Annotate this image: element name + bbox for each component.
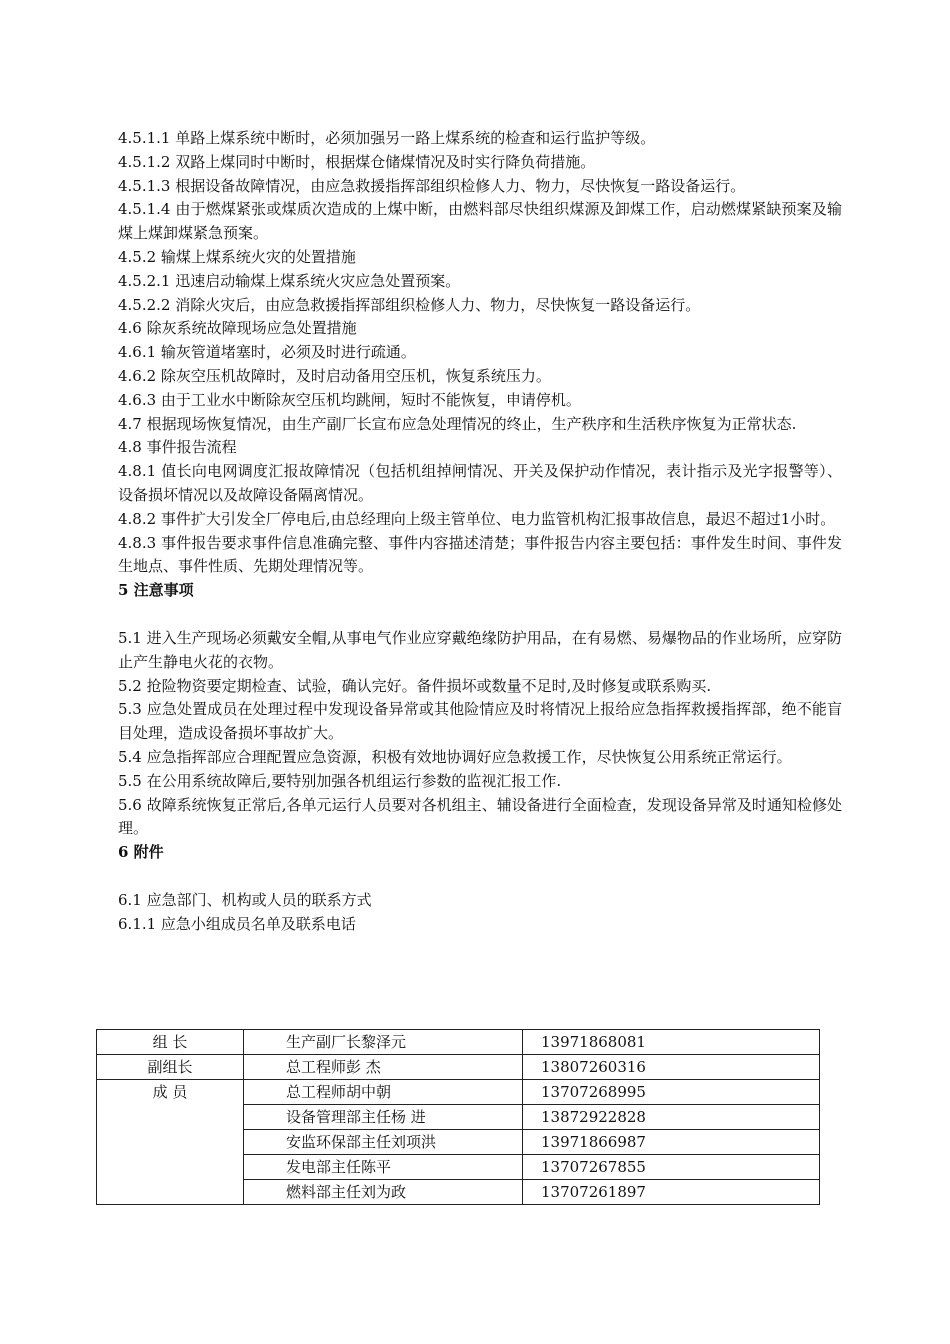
- name-cell: 总工程师胡中朝: [244, 1080, 523, 1105]
- paragraph-4-8-2: 4.8.2 事件扩大引发全厂停电后,由总经理向上级主管单位、电力监管机构汇报事故信息，最迟不超过1小时。: [118, 509, 836, 528]
- phone-cell: 13872922828: [523, 1105, 820, 1130]
- paragraph-4-5-2-1: 4.5.2.1 迅速启动输煤上煤系统火灾应急处置预案。: [118, 271, 461, 290]
- role-cell: 成 员: [97, 1080, 244, 1205]
- name-cell: 生产副厂长黎泽元: [244, 1030, 523, 1055]
- table-row: [97, 1080, 820, 1105]
- phone-cell: 13971866987: [523, 1130, 820, 1155]
- paragraph-5-4: 5.4 应急指挥部应合理配置应急资源，积极有效地协调好应急救援工作，尽快恢复公用系统正常运行。: [118, 747, 792, 766]
- paragraph-4-5-1-1: 4.5.1.1 单路上煤系统中断时，必须加强另一路上煤系统的检查和运行监护等级。: [118, 129, 656, 147]
- paragraph-6-1-1: 6.1.1 应急小组成员名单及联系电话: [118, 914, 356, 933]
- spacer: [118, 865, 842, 889]
- paragraph-4-5-1-4: 4.5.1.4 由于燃煤紧张或煤质次造成的上煤中断，由燃料部尽快组织煤源及卸煤工作，启动燃煤紧缺预案及输煤上煤卸煤紧急预案。: [118, 200, 842, 243]
- phone-cell: 13707268995: [523, 1080, 820, 1105]
- contacts-table: [96, 1029, 820, 1205]
- phone-cell: 13707267855: [523, 1155, 820, 1180]
- paragraph-4-5-1-2: 4.5.1.2 双路上煤同时中断时，根据煤仓储煤情况及时实行降负荷措施。: [118, 152, 596, 171]
- section-5-heading: 5 注意事项: [118, 581, 194, 600]
- paragraph-5-6: 5.6 故障系统恢复正常后,各单元运行人员要对各机组主、辅设备进行全面检查，发现设备异常及时通知检修处理。: [118, 795, 842, 838]
- paragraph-4-7: 4.7 根据现场恢复情况，由生产副厂长宣布应急处理情况的终止，生产秩序和生活秩序恢复为正常状态.: [118, 414, 797, 433]
- name-cell: 设备管理部主任杨 进: [244, 1105, 523, 1130]
- name-cell: 发电部主任陈平: [244, 1155, 523, 1180]
- heading-4-6: 4.6 除灰系统故障现场应急处置措施: [118, 319, 357, 338]
- paragraph-4-8-1: 4.8.1 值长向电网调度汇报故障情况（包括机组掉闸情况、开关及保护动作情况，表计指示及光字报警等）、设备损坏情况以及故障设备隔离情况。: [118, 462, 842, 504]
- phone-cell: 13971868081: [523, 1030, 820, 1055]
- paragraph-5-3: 5.3 应急处置成员在处理过程中发现设备异常或其他险情应及时将情况上报给应急指挥救援指挥部，绝不能盲目处理，造成设备损坏事故扩大。: [118, 700, 842, 743]
- paragraph-5-1: 5.1 进入生产现场必须戴安全帽,从事电气作业应穿戴绝缘防护用品，在有易燃、易爆物品的作业场所，应穿防止产生静电火花的衣物。: [118, 628, 842, 671]
- phone-cell: 13707261897: [523, 1180, 820, 1205]
- paragraph-4-6-1: 4.6.1 输灰管道堵塞时，必须及时进行疏通。: [118, 343, 416, 362]
- role-cell: 副组长: [97, 1055, 244, 1080]
- paragraph-4-6-2: 4.6.2 除灰空压机故障时，及时启动备用空压机，恢复系统压力。: [118, 366, 551, 385]
- name-cell: 安监环保部主任刘项洪: [244, 1130, 523, 1155]
- section-6-heading: 6 附件: [118, 843, 164, 862]
- heading-4-8: 4.8 事件报告流程: [118, 438, 237, 457]
- paragraph-4-5-1-3: 4.5.1.3 根据设备故障情况，由应急救援指挥部组织检修人力、物力，尽快恢复一路设备运行。: [118, 176, 746, 195]
- phone-cell: 13807260316: [523, 1055, 820, 1080]
- paragraph-5-5: 5.5 在公用系统故障后,要特别加强各机组运行参数的监视汇报工作.: [118, 771, 562, 790]
- table-row: [97, 1030, 820, 1055]
- name-cell: 总工程师彭 杰: [244, 1055, 523, 1080]
- name-cell: 燃料部主任刘为政: [244, 1180, 523, 1205]
- spacer: [118, 603, 842, 627]
- heading-4-5-2: 4.5.2 输煤上煤系统火灾的处置措施: [118, 247, 356, 266]
- paragraph-5-2: 5.2 抢险物资要定期检查、试验，确认完好。备件损坏或数量不足时,及时修复或联系购买.: [118, 676, 712, 695]
- paragraph-4-6-3: 4.6.3 由于工业水中断除灰空压机均跳闸，短时不能恢复，申请停机。: [118, 390, 581, 409]
- table-row: [97, 1055, 820, 1080]
- paragraph-4-5-2-2: 4.5.2.2 消除火灾后，由应急救援指挥部组织检修人力、物力，尽快恢复一路设备运行。: [118, 295, 701, 314]
- document-body: [118, 127, 842, 937]
- role-cell: 组 长: [97, 1030, 244, 1055]
- paragraph-4-8-3: 4.8.3 事件报告要求事件信息准确完整、事件内容描述清楚；事件报告内容主要包括：事件发生时间、事件发生地点、事件性质、先期处理情况等。: [118, 533, 842, 576]
- paragraph-6-1: 6.1 应急部门、机构或人员的联系方式: [118, 890, 372, 909]
